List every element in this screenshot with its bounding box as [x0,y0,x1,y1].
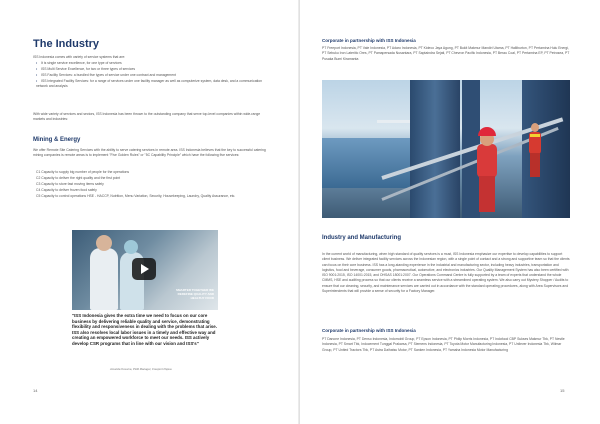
partner-heading: Corporate in partnership with ISS Indonesia [322,328,416,333]
photo-structure [410,80,460,218]
service-bullet: • ISS Facility Services: a bundled five types of service under one contract and management [36,73,176,77]
video-person-head [124,240,138,254]
video-overlay-text: SMARTER TOGETHER WE REDEFINE QUALITY AND HEALTHY FOOD [176,288,214,300]
page-title: The Industry [33,38,100,50]
capability-item: C1 Capacity to supply big number of people for the operations [36,170,130,174]
workers-photo [322,80,570,218]
play-icon[interactable] [132,258,156,280]
industry-paragraph: In the current world of manufacturing, when high standard of quality services is a must, ISS Indonesia emphasize our expertise to develop capabilities to support client business. We deliver integrated facility services across the Indonesian region, with a single point of contact and a strong and supportive team so that the clients can focus on their core business. ISS has a long-standing experience in the industrial and manufacturing sector, including heavy industries, transportation and logistics, food and beverage, consumer goods, pharmaceutical, automotive, and electronics industries. Our Quality Management System has also been certified with ISO 9001:2015, ISO 14001:2015, and OHSAS 18001:2007. Our Operations Command Centre is fully supported by a team of experts that understand the whole CMMS, HSE and auditing process so that our clients receive a seamless service with a streamlined operating system. We also carry out Mystery Shopper / Audits to ensure that our cleaning, security, and maintenance services are carried out in accordance with the standard operating procedures, along with Area Supervisors and Superintendents that will provide a sense of security for a Factory Manager. [322,252,570,294]
capability-item: C4 Capacity to deliver frozen food safely [36,188,97,192]
capability-item: C5 Capacity to control operations HSE - HACCP, Nutrition, Menu Variation, Security, Housekeeping, Laundry, Quality Assurance, etc. [36,194,236,198]
video-person [90,248,118,310]
service-bullet: • ISS Multi Service Excellence, for two or three types of services [36,67,136,71]
capability-item: C2 Capacity to deliver the right quality and the first point [36,176,121,180]
service-bullet: • ISS Integrated Facility Services: for a range of services under one facility manager as well as computerize system, data desk, and a communication network and analysis [36,79,263,89]
section-heading-mining: Mining & Energy [33,137,81,143]
service-bullet: • It is single service excellence, for one type of services [36,61,122,65]
testimonial-credit: Amanda Kusuma, PHR Manager, Freeport Papua [110,367,172,371]
partner-list: PT Freeport Indonesia, PT Vale Indonesia, PT Adaro Indonesia, PT Kideco Jaya Agung, PT Bukit Makmur Mandiri Utama, PT Halliburton, PT Pertamina Hulu Energi, PT Sebuku Iron Lateritic Ores, PT Pamapersada Nusantara, PT Saptaindra Sejati, PT Chevron Pacific Indonesia, PT Berau Coal, PT Pertamina EP, PT Petrosea, PT Pusaka Bumi Kiramanta [322,46,570,61]
section-heading-industry: Industry and Manufacturing [322,235,402,241]
video-person-head [96,235,112,251]
partner-heading: Corporate in partnership with ISS Indonesia [322,38,416,43]
capability-item: C3 Capacity to store fast moving items safely [36,182,104,186]
services-paragraph: With wide variety of services and sectors, ISS Indonesia has been thrown to the outstanding company that serve top-level companies within wide-range markets and industries: [33,112,261,122]
mining-paragraph: We offer Remote Site Catering Services with the ability to serve catering services in remote area. ISS Indonesia believes that the key to successful catering mining companies is remote areas is to implement "Five Golden Rules" or "5C Capability Principle" which have the following five services: [33,148,266,158]
intro-text: ISS Indonesia comes with variety of service systems that are: [33,55,126,59]
photo-worker [472,122,502,212]
page-number: 14 [33,388,38,393]
testimonial-quote: "ISS Indonesia gives the extra time we need to focus on our core business by delivering reliable quality and service, demonstrating flexibility and responsiveness in dealing with the problems that arise. ISS also resolves local labor issues in a timely and effective way and creating an empowered workforce to meet our needs. ISS actively develop CSR programs that in line with our vision and ISS's" [72,313,217,346]
page-number: 15 [560,388,565,393]
photo-worker [527,120,543,178]
video-thumbnail[interactable] [72,230,218,310]
partner-list: PT Danone Indonesia, PT Denso Indonesia, Indomobil Group, PT Epson Indonesia, PT Philip Morris Indonesia, PT Indofood CBP Sukses Makmur Tbk, PT Nestle Indonesia, PT Smart Tbk, Indocement Tunggal Prakarsa, PT Siemens Indonesia, PT Toyota Motor Manufacturing Indonesia, PT Unilever Indonesia Tbk, Wilmar Group, PT United Tractors Tbk, PT Astra Daihatsu Motor, PT Sanken Indonesia, PT Yamaha Indonesia Motor Manufacturing [322,337,565,352]
